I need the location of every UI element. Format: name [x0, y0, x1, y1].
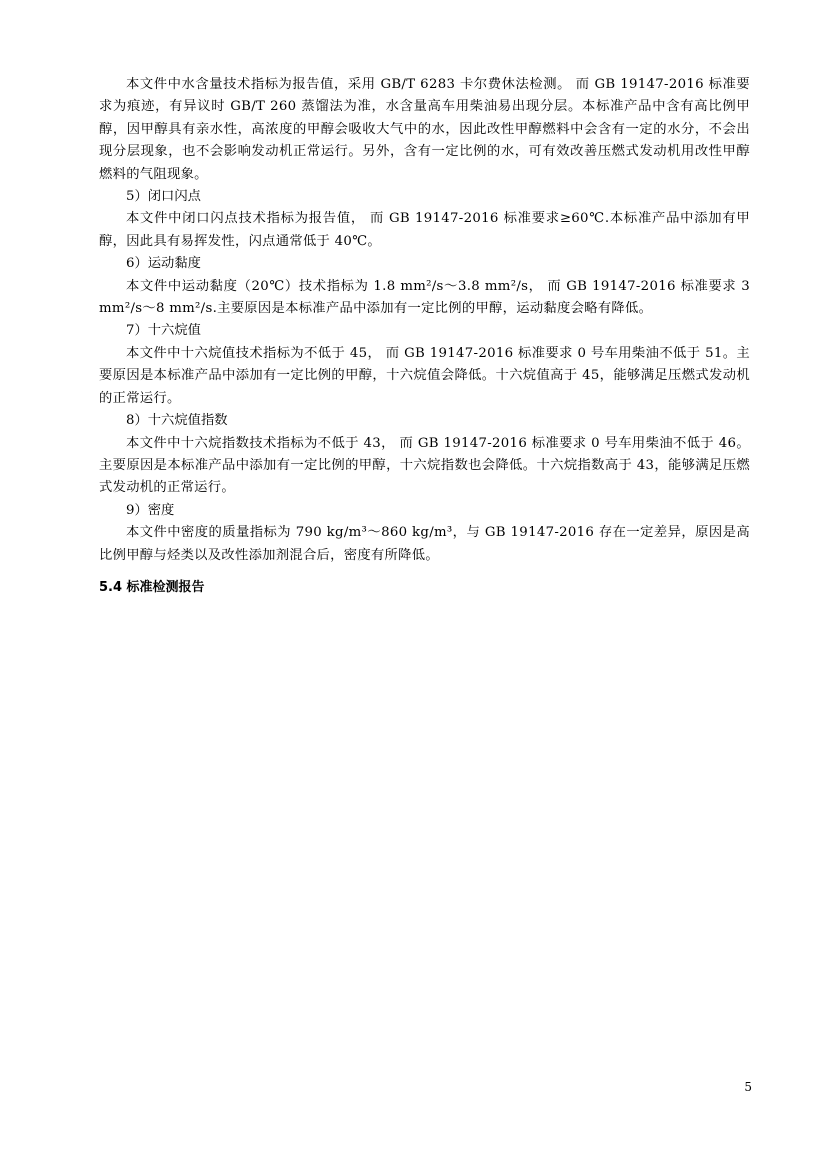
section-heading-test-report: 5.4 标准检测报告 [99, 579, 205, 595]
page-content [99, 74, 750, 599]
cetane-index-paragraph: 本文件中十六烷指数技术指标为不低于 43， 而 GB 19147-2016 标准要求 0 号车用柴油不低于 46。主要原因是本标准产品中添加有一定比例的甲醇，十六烷指数也会降低。十六烷指数高于 43，能够满足压燃式发动机的正常运行。 [99, 435, 750, 496]
water-content-paragraph: 本文件中水含量技术指标为报告值，采用 GB/T 6283 卡尔费休法检测。 而 GB 19147-2016 标准要求为痕迹，有异议时 GB/T 260 蒸馏法为准，水含量高车用柴油易出现分层。本标准产品中含有高比例甲醇，因甲醇具有亲水性，高浓度的甲醇会吸收大气中的水，因此改性甲醇燃料中会含有一定的水分，不会出现分层现象，也不会影响发动机正常运行。另外，含有一定比例的水，可有效改善压燃式发动机用改性甲醇燃料的气阻现象。 [99, 77, 750, 182]
flash-point-paragraph: 本文件中闭口闪点技术指标为报告值， 而 GB 19147-2016 标准要求≥60℃.本标准产品中添加有甲醇，因此具有易挥发性，闪点通常低于 40℃。 [99, 211, 750, 249]
density-heading: 9）密度 [126, 502, 175, 518]
cetane-number-heading: 7）十六烷值 [126, 323, 201, 339]
density-paragraph: 本文件中密度的质量指标为 790 kg/m³～860 kg/m³，与 GB 19147-2016 存在一定差异，原因是高比例甲醇与烃类以及改性添加剂混合后，密度有所降低。 [99, 525, 750, 563]
viscosity-heading: 6）运动黏度 [126, 256, 201, 272]
viscosity-paragraph: 本文件中运动黏度（20℃）技术指标为 1.8 mm²/s～3.8 mm²/s， 而 GB 19147-2016 标准要求 3 mm²/s～8 mm²/s.主要原因是本标准产品中添加有一定比例的甲醇，运动黏度会略有降低。 [99, 278, 750, 317]
cetane-number-paragraph: 本文件中十六烷值技术指标为不低于 45， 而 GB 19147-2016 标准要求 0 号车用柴油不低于 51。主要原因是本标准产品中添加有一定比例的甲醇，十六烷值会降低。十六烷值高于 45，能够满足压燃式发动机的正常运行。 [99, 345, 750, 406]
flash-point-heading: 5）闭口闪点 [126, 189, 201, 205]
cetane-index-heading: 8）十六烷值指数 [126, 413, 228, 429]
page-number: 5 [744, 1080, 752, 1094]
